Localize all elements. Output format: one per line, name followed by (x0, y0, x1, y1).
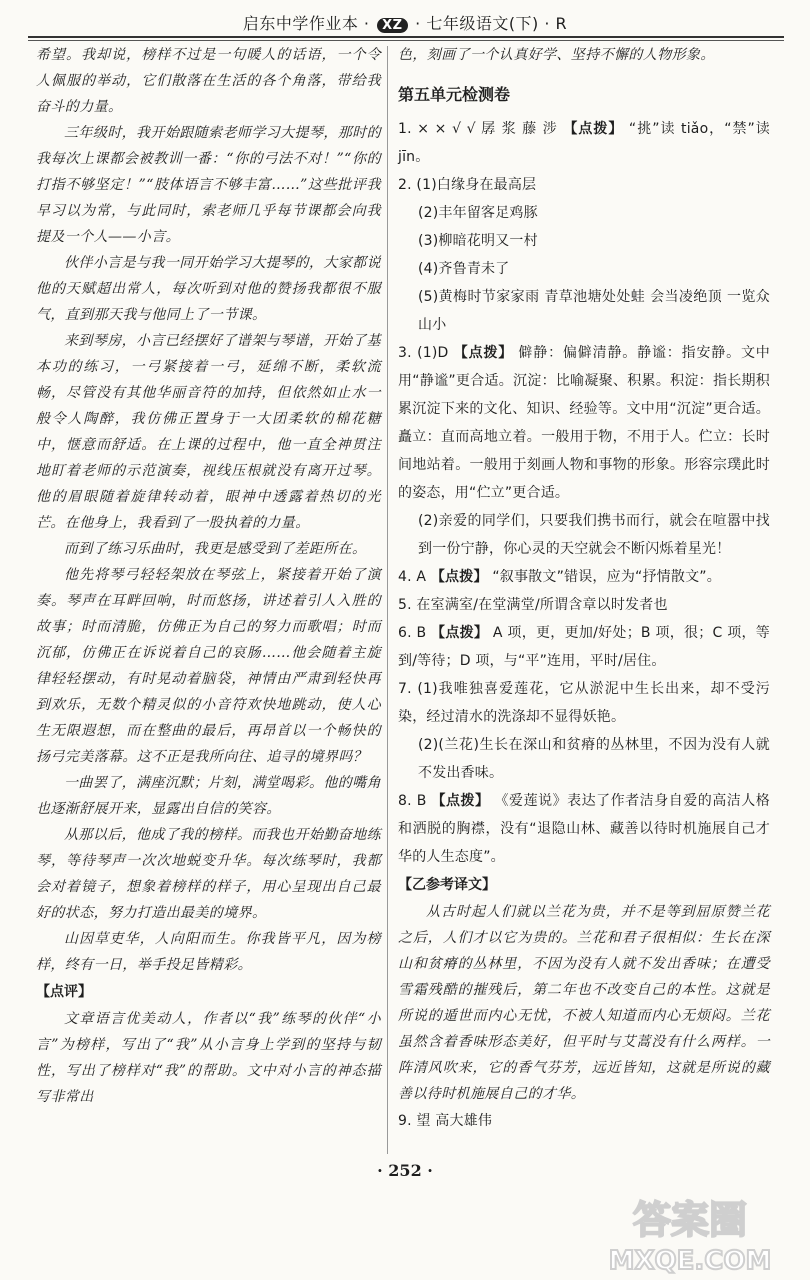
answer-line: (2)(兰花)生长在深山和贫瘠的丛林里，不因为没有人就不发出香味。 (418, 737, 770, 781)
section-title: 第五单元检测卷 (398, 85, 511, 104)
hint-tag: 【点拨】 (430, 569, 488, 585)
hint-text: “叙事散文”错误，应为“抒情散文”。 (492, 569, 721, 585)
hint-text: “挑”读 tiǎo，“禁”读 jīn。 (398, 121, 770, 165)
answer-choice: B (416, 793, 432, 809)
essay-paragraph: 三年级时，我开始跟随索老师学习大提琴，那时的我每次上课都会被教训一番：“你的弓法不对！”“你的打指不够坚定！”“肢体语言不够丰富……”这些批评我早习以为常，与此同时，索老师几乎每节课都会向我提及一个人——小言。 (36, 125, 381, 245)
comment-text: 文章语言优美动人，作者以“我”练琴的伙伴“小言”为榜样，写出了“我”从小言身上学到的坚持与韧性，写出了榜样对“我”的帮助。文中对小言的神态描写非常出 (36, 1011, 381, 1105)
answer-7 (398, 675, 770, 787)
watermark-top: 答案圈 (632, 1198, 748, 1242)
essay-paragraph: 他先将琴弓轻轻架放在琴弦上，紧接着开始了演奏。琴声在耳畔回响，时而悠扬，讲述着引人入胜的故事；时而清脆，仿佛正为自己的努力而歌唱；时而沉郁，仿佛正在诉说着自己的哀肠……他会随着主旋律轻轻摆动，有时晃动着脑袋，神情由严肃到轻快再到欢乐，无数个精灵似的小音符欢快地跳动，使人心生无限遐想，而在整曲的最后，再昂首以一个畅快的扬弓完美落幕。这不正是我所向往、追寻的境界吗？ (36, 567, 381, 765)
answer-1 (398, 115, 770, 171)
header-title (0, 11, 810, 34)
column-divider (387, 46, 388, 1154)
answer-line: (4)齐鲁青未了 (418, 261, 510, 277)
answer-8 (398, 787, 770, 871)
answer-number: 3. (398, 345, 412, 361)
answer-number: 1. (398, 121, 412, 137)
hint-text: 《爱莲说》表达了作者洁身自爱的高洁人格和洒脱的胸襟，没有“退隐山林、藏善以待时机施展自己才华的人生态度”。 (398, 793, 770, 865)
essay-paragraph: 一曲罢了，满座沉默；片刻，满堂喝彩。他的嘴角也逐渐舒展开来，显露出自信的笑容。 (36, 775, 381, 817)
header-title-suffix: · 七年级语文(下) · R (415, 14, 568, 33)
answer-line: (2)丰年留客足鸡豚 (418, 205, 538, 221)
answer-line: (1)我唯独喜爱莲花，它从淤泥中生长出来，却不受污染，经过清水的洗涤却不显得妖艳。 (398, 681, 770, 725)
answer-4 (398, 563, 770, 591)
answer-number: 5. (398, 597, 412, 613)
answer-line: (5)黄梅时节家家雨 青草池塘处处蛙 会当凌绝顶 一览众山小 (418, 289, 770, 333)
answer-9 (398, 1107, 770, 1135)
translation-text: 从古时起人们就以兰花为贵，并不是等到屈原赞兰花之后，人们才以它为贵的。兰花和君子很相似：生长在深山和贫瘠的丛林里，不因为没有人就不发出香味；在遭受雪霜残酷的摧残后，第二年也不改变自己的本性。这就是所说的遁世而内心无忧，不被人知道而内心无烦闷。兰花虽然含着香味形态美好，但平时与艾蒿没有什么两样。一阵清风吹来，它的香气芬芳，远近皆知，这就是所说的藏善以待时机施展自己的才华。 (398, 904, 770, 1102)
answer-number: 9. (398, 1113, 412, 1129)
header-rule (28, 36, 784, 38)
page-number: · 252 · (377, 1161, 433, 1180)
answer-5 (398, 591, 770, 619)
essay-paragraph: 从那以后，他成了我的榜样。而我也开始勤奋地练琴，等待琴声一次次地蜕变升华。每次练琴时，我都会对着镜子，想象着榜样的样子，用心呈现出自己最好的状态，努力打造出最美的境界。 (36, 827, 381, 921)
hint-tag: 【点拨】 (453, 345, 514, 361)
answer-text: × × √ √ 孱 浆 藤 涉 (417, 121, 564, 137)
answer-line: (1)白缘身在最高层 (416, 177, 537, 193)
answer-6 (398, 619, 770, 675)
hint-text: A 项，更，更加/好处；B 项，很；C 项，等到/等待；D 项，与“平”连用，平时/居住。 (398, 625, 770, 669)
answer-line: (3)柳暗花明又一村 (418, 233, 538, 249)
left-column (36, 42, 381, 1110)
answer-choice: (1)D (417, 345, 454, 361)
essay-paragraph: 希望。我却说，榜样不过是一句暖人的话语，一个令人佩服的举动，它们散落在生活的各个角落，带给我奋斗的力量。 (36, 47, 381, 115)
answer-number: 4. (398, 569, 412, 585)
header-rule-thin (28, 40, 784, 41)
hint-tag: 【点拨】 (431, 625, 489, 641)
answer-choice: A (416, 569, 431, 585)
answer-number: 8. (398, 793, 412, 809)
essay-paragraph: 伙伴小言是与我一同开始学习大提琴的，大家都说他的天赋超出常人，每次听到对他的赞扬我都很不服气，直到那天我与他同上了一节课。 (36, 255, 381, 323)
answer-3 (398, 339, 770, 563)
answer-number: 2. (398, 177, 412, 193)
answer-text: 在室满室/在堂满堂/所谓含章以时发者也 (416, 597, 668, 613)
page-header (0, 0, 810, 42)
comment-heading: 【点评】 (36, 984, 92, 1000)
essay-paragraph: 来到琴房，小言已经摆好了谱架与琴谱，开始了基本功的练习，一弓紧接着一弓，延绵不断，柔软流畅，尽管没有其他华丽音符的加持，但依然如止水一般令人陶醉，我仿佛正置身于一大团柔软的棉花糖中，惬意而舒适。在上课的过程中，他一直全神贯注地盯着老师的示范演奏，视线压根就没有离开过琴。他的眉眼随着旋律转动着，眼神中透露着热切的光芒。在他身上，我看到了一股执着的力量。 (36, 333, 381, 531)
translation-heading: 【乙参考译文】 (398, 877, 496, 893)
header-title-prefix: 启东中学作业本 · (242, 14, 370, 33)
essay-paragraph: 而到了练习乐曲时，我更是感受到了差距所在。 (64, 541, 367, 557)
answer-choice: B (416, 625, 432, 641)
watermark-logo (580, 1195, 800, 1275)
answer-text: 望 高大雄伟 (416, 1113, 493, 1129)
answer-2 (398, 171, 770, 339)
hint-tag: 【点拨】 (563, 121, 624, 137)
answer-line: (2)亲爱的同学们，只要我们携书而行，就会在喧嚣中找到一份宁静，你心灵的天空就会不断闪烁着星光！ (418, 513, 770, 557)
watermark-bottom: MXQE.COM (608, 1246, 772, 1275)
hint-tag: 【点拨】 (431, 793, 490, 809)
hint-text: 僻静：偏僻清静。静谧：指安静。文中用“静谧”更合适。沉淀：比喻凝聚、积累。积淀：指长期积累沉淀下来的文化、知识、经验等。文中用“沉淀”更合适。矗立：直而高地立着。一般用于物，不用于人。伫立：长时间地站着。一般用于刻画人物和事物的形象。形容宗璞此时的姿态，用“伫立”更合适。 (398, 345, 771, 501)
continuation-text: 色，刻画了一个认真好学、坚持不懈的人物形象。 (398, 47, 715, 63)
header-badge: XZ (377, 18, 407, 33)
answer-number: 7. (398, 681, 412, 697)
answer-number: 6. (398, 625, 412, 641)
right-column (398, 42, 770, 1135)
essay-paragraph: 山因草吏华，人向阳而生。你我皆平凡，因为榜样，终有一日，举手投足皆精彩。 (36, 931, 381, 973)
